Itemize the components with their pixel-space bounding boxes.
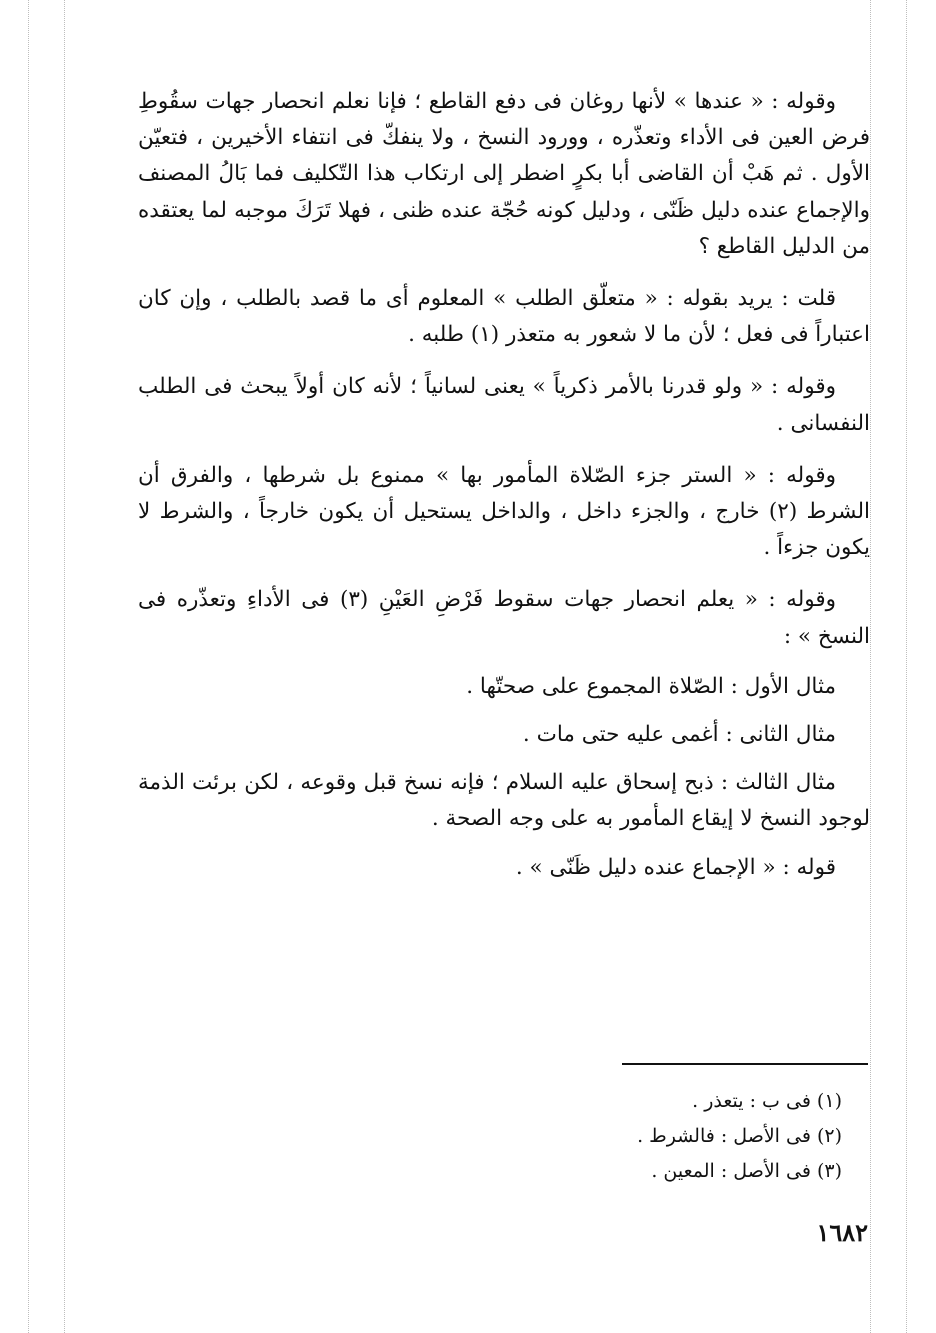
example-first: مثال الأول : الصّلاة المجموع على صحتّها . (466, 673, 836, 699)
example-third: مثال الثالث : ذبح إسحاق عليه السلام ؛ فإنه نسخ قبل وقوعه ، لكن برئت الذمة لوجود النسخ لا إيقاع المأمور به على وجه الصحة . (138, 770, 870, 832)
page-body (138, 84, 870, 898)
paragraph-5: وقوله : « يعلم انحصار جهات سقوط فَرْضِ العَيْنِ (٣) فى الأداءِ وتعذّره فى النسخ » : (138, 587, 870, 649)
paragraph-2: قلت : يريد بقوله : « متعلّق الطلب » المعلوم أى ما قصد بالطلب ، وإن كان اعتباراً فى فعل ؛ لأن ما لا شعور به متعذر (١) طلبه . (138, 286, 870, 348)
paragraph-3: وقوله : « ولو قدرنا بالأمر ذكرياً » يعنى لسانياً ؛ لأنه كان أولاً يبحث فى الطلب النفسانى . (138, 374, 870, 436)
margin-dots-left-2 (64, 0, 65, 1333)
page-number: ١٦٨٢ (816, 1218, 868, 1247)
paragraph-4: وقوله : « الستر جزء الصّلاة المأمور بها » ممنوع بل شرطها ، والفرق أن الشرط (٢) خارج ، والجزء داخل ، والداخل يستحيل أن يكون خارجاً ، والشرط لا يكون جزءاً . (138, 462, 870, 561)
quote-ijma: قوله : « الإجماع عنده دليل ظَنّى » . (515, 854, 836, 880)
margin-dots-right-1 (870, 0, 871, 1333)
footnote-1: (١) فى ب : يتعذر . (692, 1090, 842, 1112)
footnote-3: (٣) فى الأصل : المعين . (651, 1160, 842, 1182)
example-second: مثال الثانى : أغمى عليه حتى مات . (522, 722, 836, 748)
footnote-divider (622, 1063, 868, 1065)
footnotes (500, 1084, 842, 1189)
margin-dots-right-2 (906, 0, 907, 1333)
margin-dots-left-1 (28, 0, 29, 1333)
paragraph-1: وقوله : « عندها » لأنها روغان فى دفع القاطع ؛ فإنا نعلم انحصار جهات سقُوطِ فرض العين فى الأداء وتعذّره ، وورود النسخ ، ولا ينفكّ فى انتفاء الأخيرين ، فتعيّن الأول . ثم هَبْ أن القاضى أبا بكرٍ اضطر إلى ارتكاب هذا التّكليف فما بَالُ المصنف والإجماع عنده دليل ظَنّى ، ودليل كونه حُجّة عنده ظنى ، فهلا تَرَكَ موجبه لما يعتقده من الدليل القاطع ؟ (138, 89, 870, 259)
footnote-2: (٢) فى الأصل : فالشرط . (637, 1125, 842, 1147)
